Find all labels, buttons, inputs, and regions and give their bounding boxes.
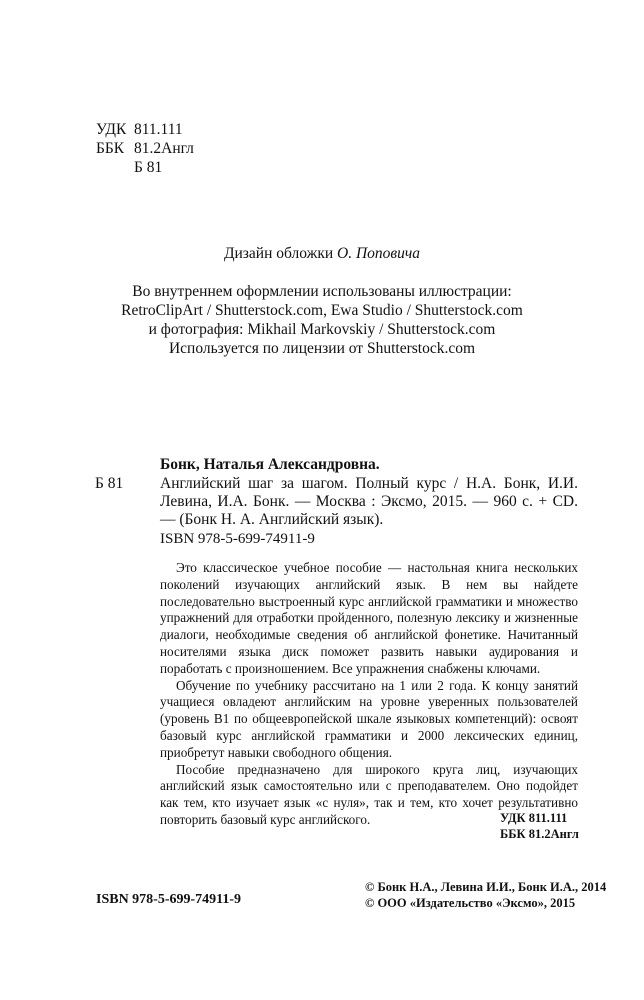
- cover-designer: О. Поповича: [337, 245, 421, 262]
- bibliography-entry: Английский шаг за шагом. Полный курс / Н.А. Бонк, И.И. Левина, И.А. Бонк. — Москва : Эксмо, 2015. — 960 с. + CD. — (Бонк Н. А. Английский язык).: [160, 475, 578, 528]
- illustration-line: Используется по лицензии от Shutterstock.com: [168, 340, 476, 357]
- footer-codes: [500, 810, 579, 842]
- abstract-paragraph: Это классическое учебное пособие — настольная книга нескольких поколений изучающих английский язык. В нем вы найдете последовательно выстроенный курс английской грамматики и множество упражнений для отработки пройденного, полезную лексику и жизненные диалоги, необходимые сведения об английской фонетике. Начитанный носителями языка диск поможет развить навыки аудирования и поработать с произношением. Все упражнения снабжены ключами.: [160, 560, 578, 676]
- footer-bbk: ББК 81.2Англ: [500, 827, 579, 841]
- udk-label: УДК: [96, 121, 127, 138]
- illustration-line: и фотография: Mikhail Markovskiy / Shutterstock.com: [148, 321, 496, 338]
- author-mark: Б 81: [134, 159, 163, 176]
- copyright-publisher: © ООО «Издательство «Эксмо», 2015: [365, 896, 576, 910]
- abstract-paragraph: Обучение по учебнику рассчитано на 1 или 2 года. К концу занятий учащиеся овладеют английским на уровне уверенных пользователей (уровень В1 по общеевропейской шкале языковых компетенций): освоят базовый курс английской грамматики и 2000 лексических единиц, приобретут навыки свободного общения.: [160, 677, 578, 760]
- illustration-line: RetroClipArt / Shutterstock.com, Ewa Studio / Shutterstock.com: [121, 302, 523, 319]
- copyright-authors: © Бонк Н.А., Левина И.И., Бонк И.А., 2014: [365, 880, 607, 894]
- bibliography-code: Б 81: [95, 475, 124, 492]
- illustration-credits: [0, 282, 644, 358]
- bbk-value: 81.2Англ: [134, 140, 194, 157]
- classification-codes: [96, 120, 194, 177]
- illustration-line: Во внутреннем оформлении использованы иллюстрации:: [132, 283, 512, 300]
- abstract: [160, 560, 578, 829]
- udk-value: 811.111: [134, 121, 183, 138]
- footer-isbn: ISBN 978-5-699-74911-9: [96, 892, 242, 907]
- bibliography-author: Бонк, Наталья Александровна.: [160, 456, 380, 473]
- abstract-paragraph: Пособие предназначено для широкого круга лиц, изучающих английский язык самостоятельно или с преподавателем. Оно подойдет как тем, кто изучает язык «с нуля», так и тем, кто хочет результативно повторить базовый курс английского.: [160, 761, 578, 827]
- isbn-line: ISBN 978-5-699-74911-9: [160, 531, 315, 547]
- copyright-block: [365, 879, 606, 911]
- bbk-label: ББК: [96, 140, 125, 157]
- cover-design-credit: Дизайн обложки О. Поповича: [223, 245, 421, 262]
- footer-udk: УДК 811.111: [500, 811, 568, 825]
